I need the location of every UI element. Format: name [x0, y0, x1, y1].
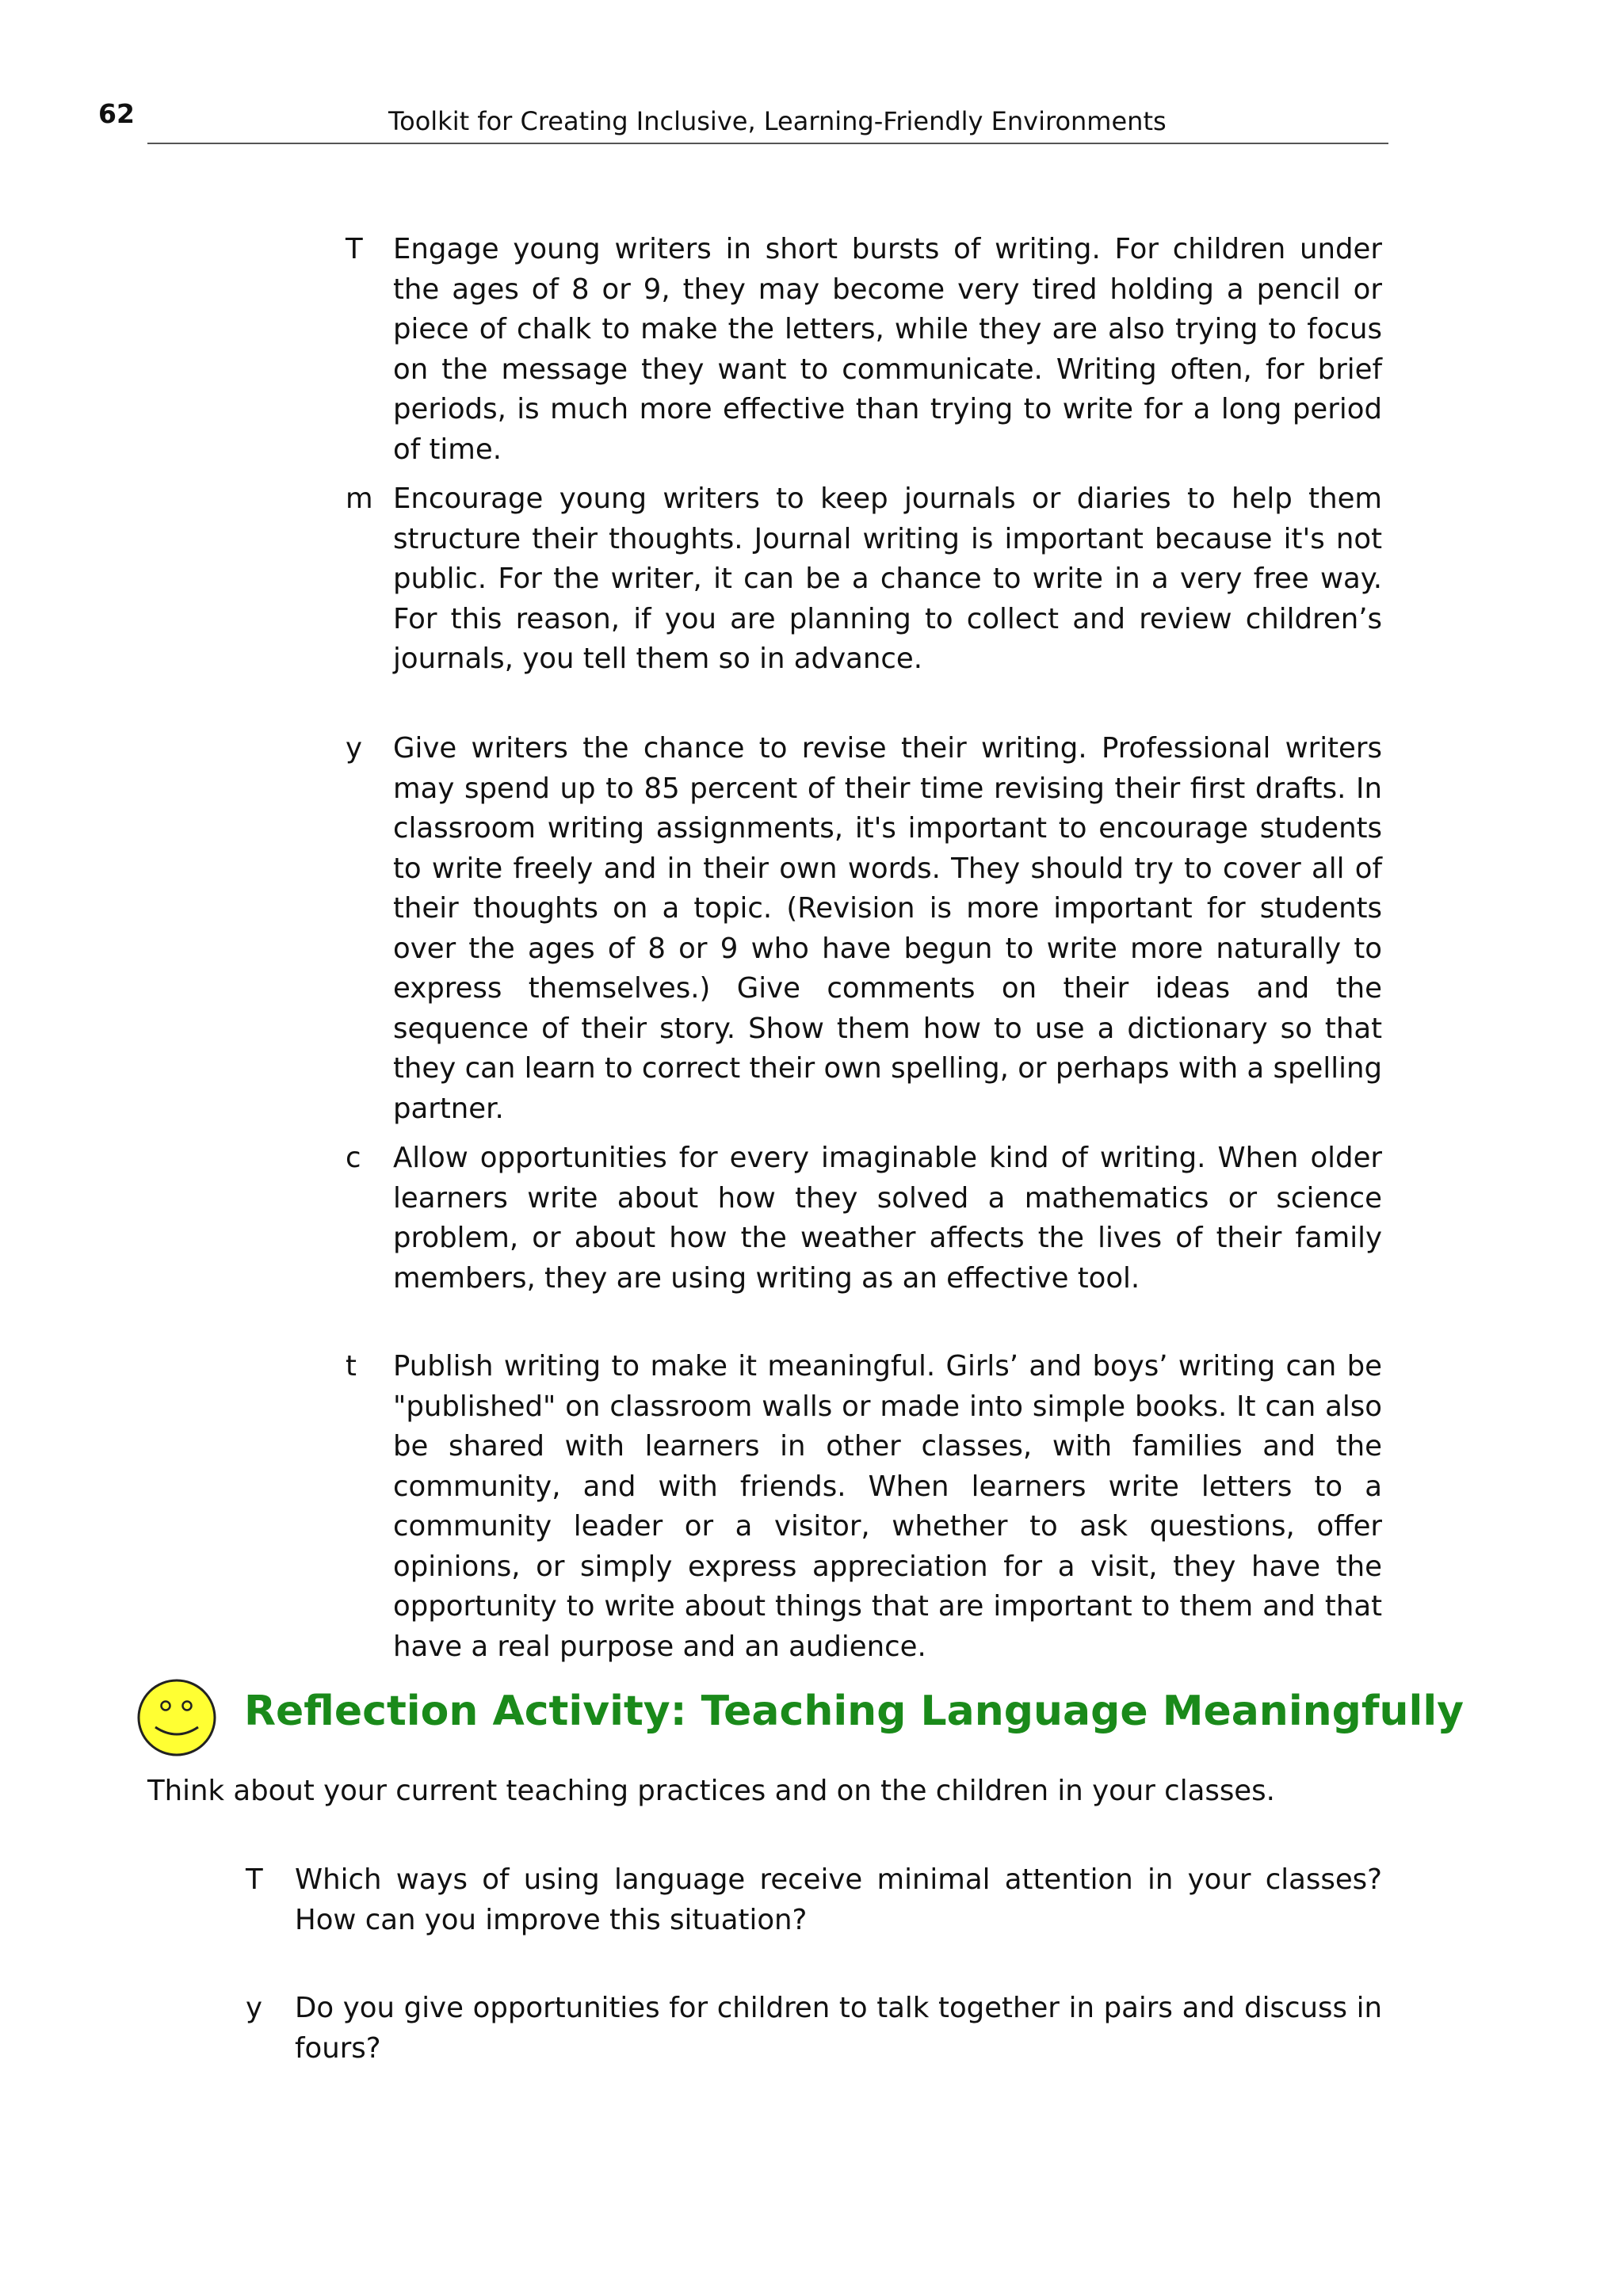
question-text: Do you give opportunities for children to talk together in pairs and discuss in fours? — [295, 1992, 1382, 2065]
question-bullet: y — [246, 1992, 263, 2024]
list-item — [346, 479, 1382, 680]
list-bullet: y — [346, 732, 363, 765]
list-bullet: m — [346, 482, 373, 515]
smiley-face-icon — [136, 1678, 217, 1757]
list-bullet: c — [346, 1142, 361, 1174]
list-item-text: Publish writing to make it meaningful. Girls’ and boys’ writing can be "published" on classroom walls or made into simple books. It can also be shared with learners in other classes, with families and the community, and with friends. When learners write letters to a community leader or a visitor, whether to ask questions, offer opinions, or simply express appreciation for a visit, they have the opportunity to write about things that are important to them and that have a real purpose and an audience. — [393, 1350, 1382, 1663]
list-item — [346, 230, 1382, 470]
list-bullet: T — [346, 233, 363, 265]
list-item — [346, 729, 1382, 1129]
question-text: Which ways of using language receive minimal attention in your classes? How can you improve this situation? — [295, 1863, 1382, 1936]
list-item — [346, 1138, 1382, 1299]
question-bullet: T — [246, 1863, 263, 1896]
question-item — [246, 1989, 1382, 2069]
page-number: 62 — [98, 98, 135, 129]
reflection-intro: Think about your current teaching practices and on the children in your classes. — [147, 1775, 1275, 1807]
header-divider — [147, 143, 1388, 144]
running-header: Toolkit for Creating Inclusive, Learning-Friendly Environments — [388, 106, 1167, 136]
list-item-text: Engage young writers in short bursts of writing. For children under the ages of 8 or 9, they may become very tired holding a pencil or piece of chalk to make the letters, while they are also trying to focus on the message they want to communicate. Writing often, for brief periods, is much more effective than trying to write for a long period of time. — [393, 233, 1382, 466]
list-item — [346, 1347, 1382, 1667]
list-item-text: Allow opportunities for every imaginable kind of writing. When older learners write about how they solved a mathematics or science problem, or about how the weather affects the lives of their family members, they are using writing as an effective tool. — [393, 1142, 1382, 1295]
question-item — [246, 1860, 1382, 1940]
list-bullet: t — [346, 1350, 357, 1383]
list-item-text: Give writers the chance to revise their writing. Professional writers may spend up to 85 percent of their time revising their first drafts. In classroom writing assignments, it's important to encourage students to write freely and in their own words. They should try to cover all of their thoughts on a topic. (Revision is more important for students over the ages of 8 or 9 who have begun to write more naturally to express themselves.) Give comments on their ideas and the sequence of their story. Show them how to use a dictionary so that they can learn to correct their own spelling, or perhaps with a spelling partner. — [393, 732, 1382, 1125]
list-item-text: Encourage young writers to keep journals or diaries to help them structure their thoughts. Journal writing is important because it's not public. For the writer, it can be a chance to write in a very free way. For this reason, if you are planning to collect and review children’s journals, you tell them so in advance. — [393, 482, 1382, 675]
section-heading: Reflection Activity: Teaching Language Meaningfully — [244, 1688, 1465, 1735]
